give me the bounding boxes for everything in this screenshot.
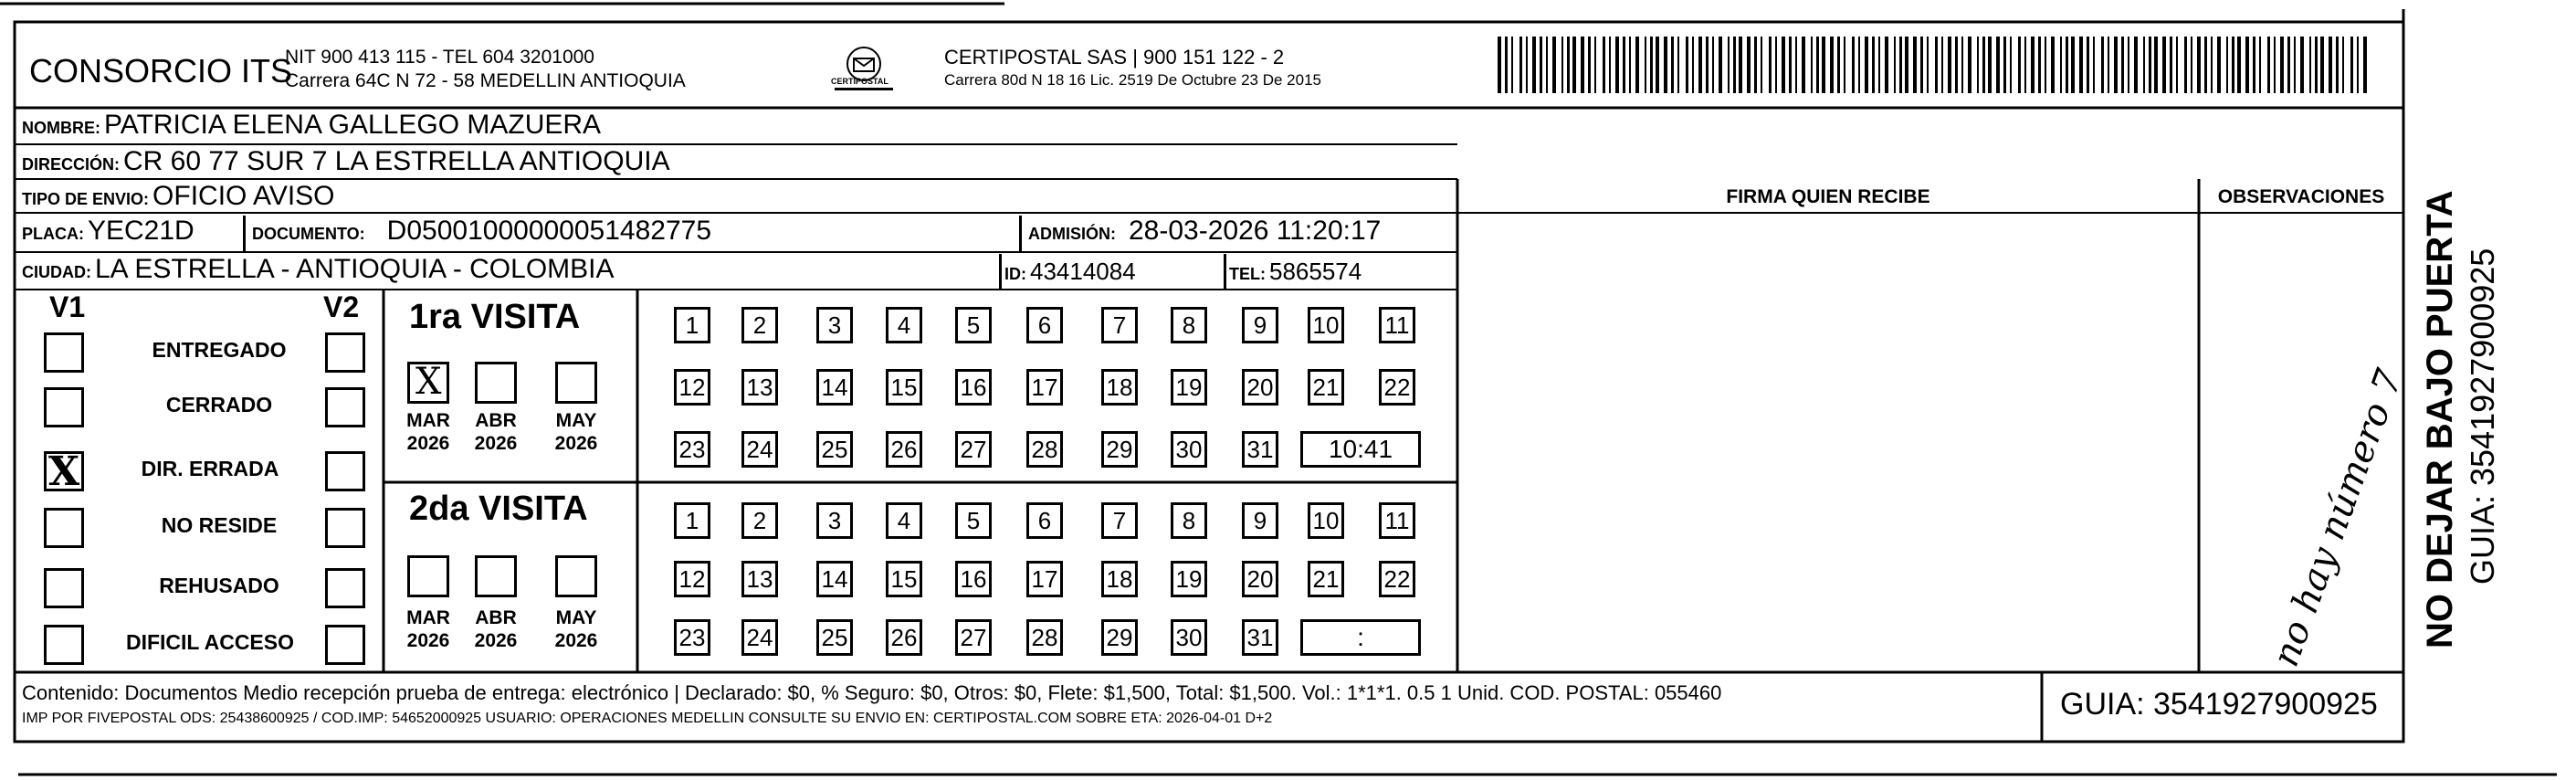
day-box[interactable]: 8: [1171, 307, 1207, 343]
observations-handwriting: no hay número 7: [2265, 364, 2412, 672]
day-box[interactable]: 24: [741, 431, 778, 468]
status-v1-checkbox[interactable]: [44, 508, 84, 548]
day-box[interactable]: 10: [1308, 502, 1344, 539]
month-checkbox[interactable]: [555, 362, 597, 404]
status-v1-checkbox[interactable]: [44, 625, 84, 665]
day-box[interactable]: 20: [1242, 369, 1278, 406]
footer-contenido: Contenido: Documentos Medio recepción prueba de entrega: electrónico | Declarado: $0, % Seguro: $0, Otros: $0, Flete: $1,500, Total: $1,500. Vol.: 1*1*1. 0.5 1 Unid. COD. POSTAL: 055460: [22, 681, 1722, 704]
day-box[interactable]: 3: [816, 502, 853, 539]
tel-value: 5865574: [1269, 258, 1362, 285]
documento-field: [252, 216, 711, 247]
month-checkbox[interactable]: [475, 362, 517, 404]
month-label: [464, 409, 528, 455]
tipo-value: OFICIO AVISO: [152, 181, 335, 211]
month-checkbox[interactable]: [407, 555, 449, 597]
day-box[interactable]: 25: [816, 431, 853, 468]
v2-header: V2: [323, 290, 360, 323]
month-year: 2026: [554, 433, 598, 454]
status-label: NO RESIDE: [161, 513, 278, 537]
day-box[interactable]: 27: [955, 431, 992, 468]
month-label: [464, 606, 528, 652]
nombre-row: [22, 110, 601, 141]
day-box[interactable]: 18: [1101, 561, 1138, 597]
day-box[interactable]: 25: [816, 619, 853, 656]
admision-label: ADMISIÓN:: [1028, 225, 1116, 243]
month-label: [396, 409, 460, 455]
day-box[interactable]: 5: [955, 502, 992, 539]
month-name: ABR: [475, 607, 517, 628]
day-box[interactable]: 7: [1101, 307, 1138, 343]
day-box[interactable]: 17: [1026, 369, 1063, 406]
day-box[interactable]: 23: [674, 431, 710, 468]
month-checkbox[interactable]: [407, 362, 449, 404]
day-box[interactable]: 2: [741, 307, 778, 343]
day-box[interactable]: 22: [1379, 369, 1415, 406]
month-checkbox[interactable]: [475, 555, 517, 597]
tipo-label: TIPO DE ENVIO:: [22, 190, 150, 208]
status-label: REHUSADO: [159, 574, 279, 597]
documento-value: D05001000000051482775: [386, 216, 712, 246]
day-box[interactable]: 8: [1171, 502, 1207, 539]
tel-field: [1229, 258, 1362, 286]
month-label: [544, 606, 608, 652]
direccion-value: CR 60 77 SUR 7 LA ESTRELLA ANTIOQUIA: [123, 146, 670, 176]
day-box[interactable]: 14: [816, 369, 853, 406]
nombre-value: PATRICIA ELENA GALLEGO MAZUERA: [104, 110, 602, 140]
month-label: [544, 409, 608, 455]
day-box[interactable]: 31: [1242, 619, 1278, 656]
status-v2-checkbox[interactable]: [325, 387, 365, 427]
day-box[interactable]: 6: [1026, 307, 1063, 343]
footer-imp: IMP POR FIVEPOSTAL ODS: 25438600925 / COD.IMP: 54652000925 USUARIO: OPERACIONES MEDELLIN CONSULTE SU ENVIO EN: CERTIPOSTAL.COM SOBRE ETA: 2026-04-01 D+2: [22, 711, 1273, 726]
day-box[interactable]: 24: [741, 619, 778, 656]
day-box[interactable]: 4: [886, 307, 922, 343]
divider: [1224, 254, 1226, 290]
day-box[interactable]: 4: [886, 502, 922, 539]
check-mark: X: [415, 361, 442, 403]
divider: [1019, 216, 1022, 252]
company-address: Carrera 64C N 72 - 58 MEDELLIN ANTIOQUIA: [285, 70, 686, 91]
status-label: DIR. ERRADA: [141, 457, 279, 480]
day-box[interactable]: 29: [1101, 431, 1138, 468]
day-box[interactable]: 30: [1171, 431, 1207, 468]
logo-text: CERTIPOSTAL: [831, 77, 888, 86]
month-label: [396, 606, 460, 652]
placa-field: [22, 216, 195, 247]
month-name: MAY: [555, 607, 597, 628]
status-label: DIFICIL ACCESO: [125, 630, 294, 654]
month-year: 2026: [554, 630, 598, 651]
first-visit-title: 1ra VISITA: [409, 298, 581, 336]
status-v1-checkbox[interactable]: [44, 332, 84, 373]
id-label: ID:: [1004, 265, 1026, 283]
day-box[interactable]: 7: [1101, 502, 1138, 539]
side-guia: GUIA: 3541927900925: [2464, 248, 2501, 585]
month-year: 2026: [474, 433, 518, 454]
courier-name: CERTIPOSTAL SAS | 900 151 122 - 2: [944, 46, 1285, 69]
month-name: ABR: [475, 410, 517, 431]
ciudad-label: CIUDAD:: [22, 263, 91, 281]
day-box[interactable]: 13: [741, 561, 778, 597]
ciudad-value: LA ESTRELLA - ANTIOQUIA - COLOMBIA: [95, 254, 615, 284]
check-mark: X: [48, 448, 80, 495]
admision-field: [1028, 216, 1381, 247]
day-box[interactable]: 16: [955, 369, 992, 406]
direccion-row: [22, 146, 670, 177]
day-box[interactable]: 12: [674, 561, 710, 597]
observaciones-label: OBSERVACIONES: [2217, 186, 2385, 207]
day-box[interactable]: 28: [1026, 431, 1063, 468]
day-box[interactable]: 1: [674, 307, 710, 343]
placa-label: PLACA:: [22, 225, 84, 243]
company-nit: NIT 900 413 115 - TEL 604 3201000: [285, 47, 594, 68]
tel-label: TEL:: [1229, 265, 1266, 283]
day-box[interactable]: 15: [886, 369, 922, 406]
day-box[interactable]: 11: [1379, 307, 1415, 343]
day-box[interactable]: 26: [886, 619, 922, 656]
tipo-row: [22, 181, 335, 212]
month-checkbox[interactable]: [555, 555, 597, 597]
day-box[interactable]: 28: [1026, 619, 1063, 656]
day-box[interactable]: 31: [1242, 431, 1278, 468]
day-box[interactable]: 21: [1308, 561, 1344, 597]
day-box[interactable]: 16: [955, 561, 992, 597]
divider: [999, 254, 1002, 290]
day-box[interactable]: 15: [886, 561, 922, 597]
firma-label: FIRMA QUIEN RECIBE: [1726, 186, 1930, 207]
month-year: 2026: [406, 630, 450, 651]
day-box[interactable]: 6: [1026, 502, 1063, 539]
day-box[interactable]: 11: [1379, 502, 1415, 539]
id-field: [1004, 258, 1136, 286]
time-box[interactable]: :: [1300, 619, 1421, 656]
day-box[interactable]: 2: [741, 502, 778, 539]
day-box[interactable]: 1: [674, 502, 710, 539]
id-value: 43414084: [1030, 258, 1136, 285]
status-v2-checkbox[interactable]: [325, 508, 365, 548]
day-box[interactable]: 9: [1242, 502, 1278, 539]
day-box[interactable]: 18: [1101, 369, 1138, 406]
v1-header: V1: [49, 290, 86, 323]
day-box[interactable]: 17: [1026, 561, 1063, 597]
day-box[interactable]: 13: [741, 369, 778, 406]
company-name: CONSORCIO ITS: [29, 52, 293, 90]
admision-value: 28-03-2026 11:20:17: [1129, 216, 1382, 246]
day-box[interactable]: 19: [1171, 561, 1207, 597]
day-box[interactable]: 30: [1171, 619, 1207, 656]
status-v1-checkbox[interactable]: [44, 387, 84, 427]
month-name: MAR: [406, 410, 450, 431]
day-box[interactable]: 14: [816, 561, 853, 597]
direccion-label: DIRECCIÓN:: [22, 155, 120, 174]
day-box[interactable]: 27: [955, 619, 992, 656]
nombre-label: NOMBRE:: [22, 119, 100, 137]
day-box[interactable]: 20: [1242, 561, 1278, 597]
day-box[interactable]: 5: [955, 307, 992, 343]
month-year: 2026: [474, 630, 518, 651]
day-box[interactable]: 21: [1308, 369, 1344, 406]
day-box[interactable]: 12: [674, 369, 710, 406]
documento-label: DOCUMENTO:: [252, 225, 365, 243]
placa-value: YEC21D: [88, 216, 195, 246]
time-box[interactable]: 10:41: [1300, 431, 1421, 468]
status-label: ENTREGADO: [152, 338, 287, 362]
status-v2-checkbox[interactable]: [325, 451, 365, 491]
day-box[interactable]: 23: [674, 619, 710, 656]
status-v2-checkbox[interactable]: [325, 568, 365, 608]
divider: [243, 216, 246, 252]
status-v1-checkbox[interactable]: [44, 448, 84, 495]
status-v2-checkbox[interactable]: [325, 332, 365, 373]
status-v2-checkbox[interactable]: [325, 625, 365, 665]
day-box[interactable]: 10: [1308, 307, 1344, 343]
day-box[interactable]: 22: [1379, 561, 1415, 597]
month-name: MAY: [555, 410, 597, 431]
month-name: MAR: [406, 607, 450, 628]
day-box[interactable]: 9: [1242, 307, 1278, 343]
day-box[interactable]: 29: [1101, 619, 1138, 656]
day-box[interactable]: 19: [1171, 369, 1207, 406]
side-no-dejar: NO DEJAR BAJO PUERTA: [2420, 190, 2460, 648]
month-year: 2026: [406, 433, 450, 454]
footer-guia: GUIA: 3541927900925: [2060, 687, 2378, 722]
day-box[interactable]: 3: [816, 307, 853, 343]
second-visit-title: 2da VISITA: [409, 490, 588, 528]
day-box[interactable]: 26: [886, 431, 922, 468]
status-v1-checkbox[interactable]: [44, 568, 84, 608]
status-label: CERRADO: [165, 393, 273, 416]
courier-license: Carrera 80d N 18 16 Lic. 2519 De Octubre 23 De 2015: [944, 71, 1321, 89]
ciudad-field: [22, 254, 615, 285]
